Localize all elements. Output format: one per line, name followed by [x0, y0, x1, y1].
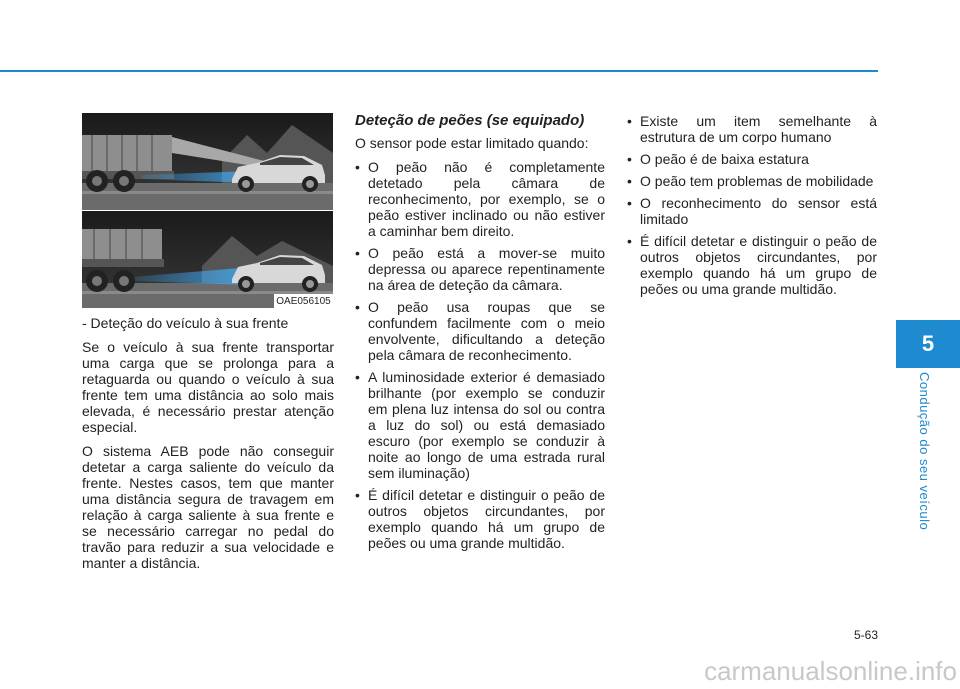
- column-3: [627, 113, 877, 303]
- page-number: 5-63: [853, 628, 878, 642]
- list-item: • O reconhecimento do sensor está limitado: [627, 195, 877, 227]
- list-item: • O peão é de baixa estatura: [627, 151, 877, 167]
- column-2: [355, 113, 605, 557]
- image-code: OAE056105: [274, 294, 333, 309]
- bullet-list: [627, 113, 877, 297]
- section-heading: Deteção de peões (se equipado): [355, 112, 585, 129]
- chapter-title: Condução do seu veículo: [917, 372, 932, 531]
- header-rule: [0, 70, 878, 72]
- column-1: [82, 315, 334, 579]
- list-item: • É difícil detetar e distinguir o peão de outros objetos circundantes, por exemplo quando há um grupo de peões ou uma grande multidão.: [627, 233, 877, 297]
- list-item: • O peão tem problemas de mobilidade: [627, 173, 877, 189]
- bullet-list: [355, 159, 605, 551]
- watermark: carmanualsonline.info: [704, 656, 957, 686]
- illustration-truck-high-load: [82, 113, 333, 210]
- chapter-number-tab: 5: [896, 320, 960, 368]
- list-item: • A luminosidade exterior é demasiado brilhante (por exemplo se conduzir em plena luz intensa do sol ou contra a luz do sol) ou está demasiado escuro (por exemplo se conduzir à noite ao longo de uma estrada rural sem iluminação): [355, 369, 605, 481]
- list-item: • O peão não é completamente detetado pela câmara de reconhecimento, por exemplo, se o peão estiver inclinado ou não estiver a caminhar bem direito.: [355, 159, 605, 239]
- intro-text: O sensor pode estar limitado quando:: [355, 135, 589, 151]
- list-item: • O peão está a mover-se muito depressa ou aparece repentinamente na área de deteção da câmara.: [355, 245, 605, 293]
- list-item: • Existe um item semelhante à estrutura de um corpo humano: [627, 113, 877, 145]
- list-item: • É difícil detetar e distinguir o peão de outros objetos circundantes, por exemplo quando há um grupo de peões ou uma grande multidão.: [355, 487, 605, 551]
- paragraph: Se o veículo à sua frente transportar uma carga que se prolonga para a retaguarda ou quando o veículo à sua frente tem uma distância ao solo mais elevada, é necessário prestar atenção especial.: [82, 339, 334, 435]
- paragraph: O sistema AEB pode não conseguir detetar a carga saliente do veículo da frente. Nestes casos, tem que manter uma distância segura de travagem em relação à carga saliente à sua frente e se necessário carregar no pedal do travão para reduzir a sua velocidade e manter a distância.: [82, 443, 334, 571]
- list-item: • O peão usa roupas que se confundem facilmente com o meio envolvente, dificultando a deteção pela câmara de reconhecimento.: [355, 299, 605, 363]
- illustration-caption: - Deteção do veículo à sua frente: [82, 315, 289, 331]
